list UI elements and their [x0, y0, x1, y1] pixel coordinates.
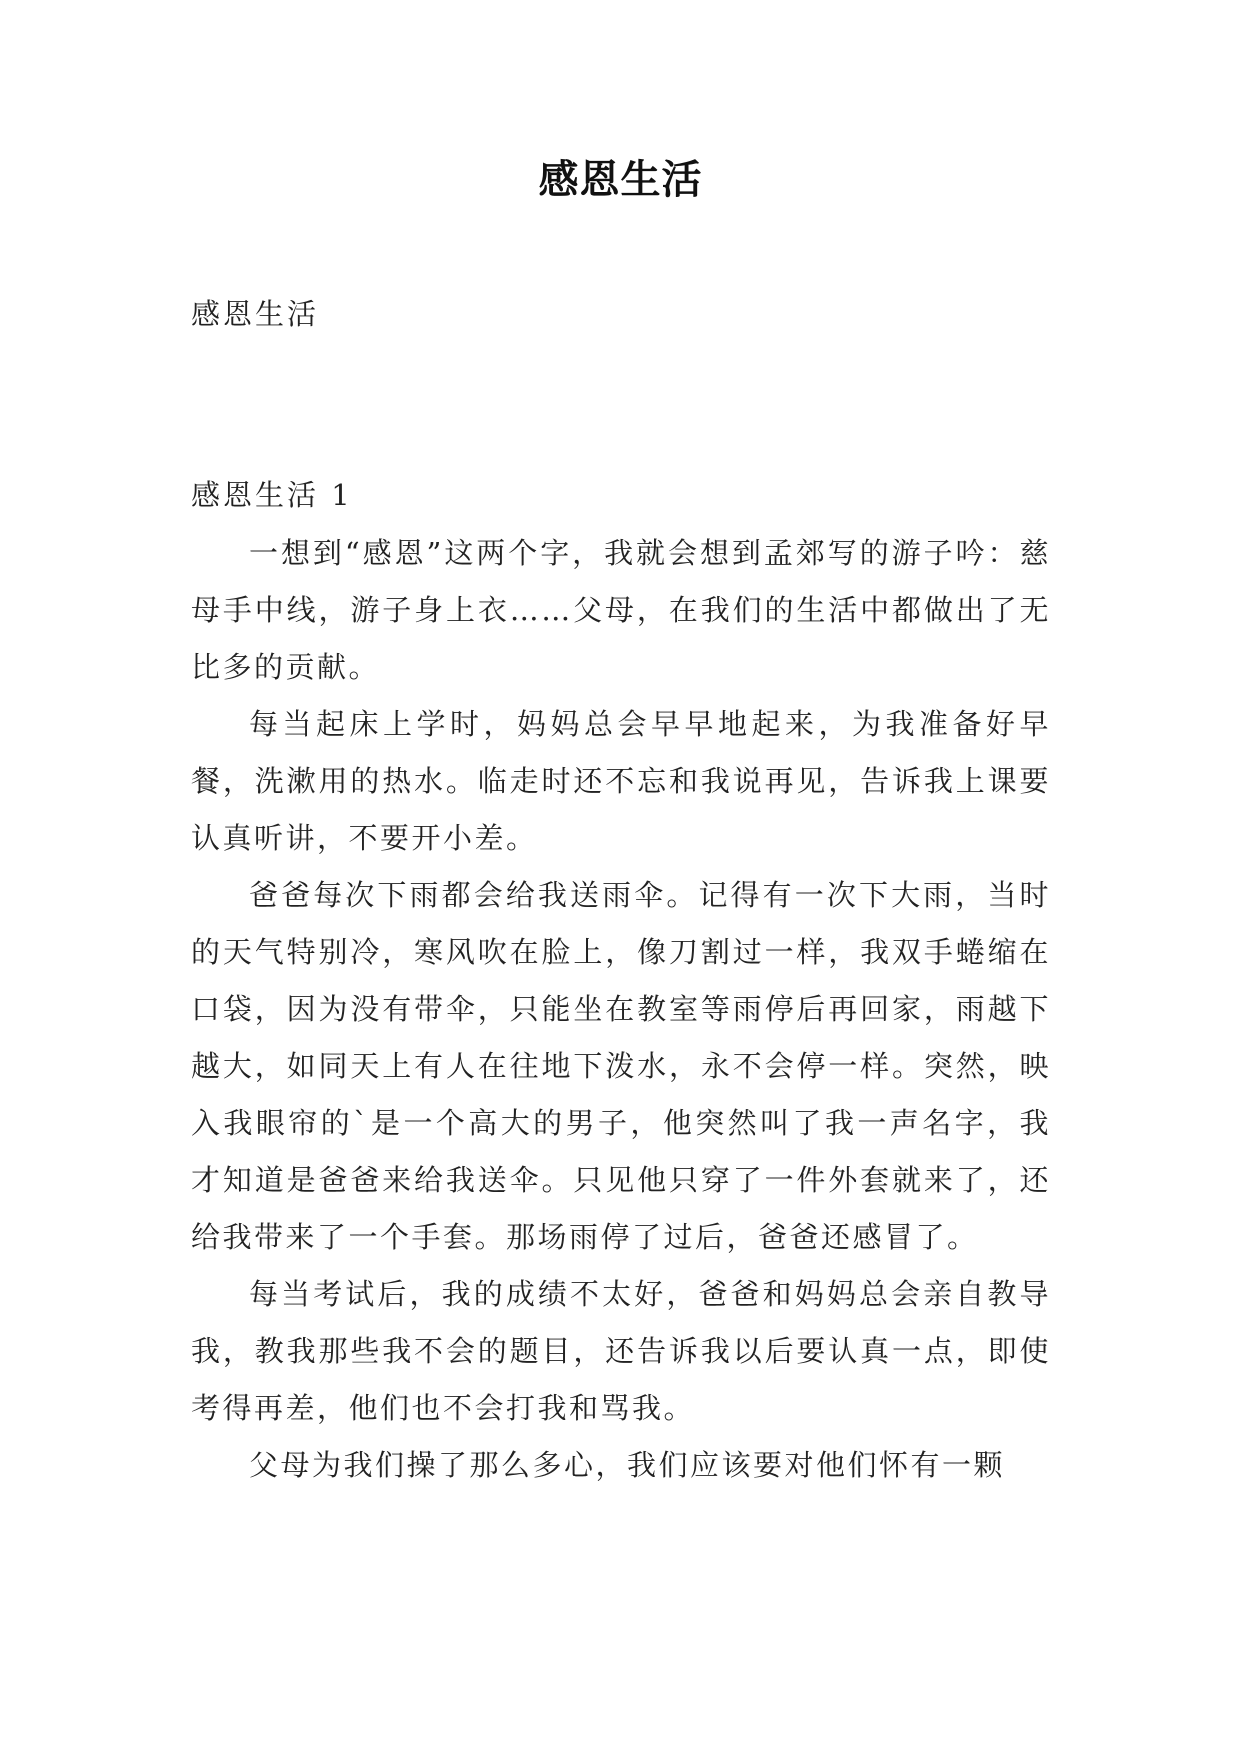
document-title: 感恩生活: [538, 157, 703, 203]
paragraph: 每当起床上学时，妈妈总会早早地起来，为我准备好早餐，洗漱用的热水。临走时还不忘和我说再见，告诉我上课要认真听讲，不要开小差。: [191, 707, 1051, 855]
paragraph: 父母为我们操了那么多心，我们应该要对他们怀有一颗: [249, 1448, 1006, 1482]
section-heading: 感恩生活 1: [191, 478, 353, 512]
document-subtitle: 感恩生活: [191, 297, 320, 331]
document-body: [191, 525, 1051, 1494]
paragraph: 一想到“感恩”这两个字，我就会想到孟郊写的游子吟：慈母手中线，游子身上衣……父母，在我们的生活中都做出了无比多的贡献。: [191, 536, 1051, 684]
paragraph: 每当考试后，我的成绩不太好，爸爸和妈妈总会亲自教导我，教我那些我不会的题目，还告诉我以后要认真一点，即使考得再差，他们也不会打我和骂我。: [191, 1277, 1051, 1425]
paragraph: 爸爸每次下雨都会给我送雨伞。记得有一次下大雨，当时的天气特别冷，寒风吹在脸上，像刀割过一样，我双手蜷缩在口袋，因为没有带伞，只能坐在教室等雨停后再回家，雨越下越大，如同天上有人在往地下泼水，永不会停一样。突然，映入我眼帘的`是一个高大的男子，他突然叫了我一声名字，我才知道是爸爸来给我送伞。只见他只穿了一件外套就来了，还给我带来了一个手套。那场雨停了过后，爸爸还感冒了。: [191, 878, 1051, 1254]
